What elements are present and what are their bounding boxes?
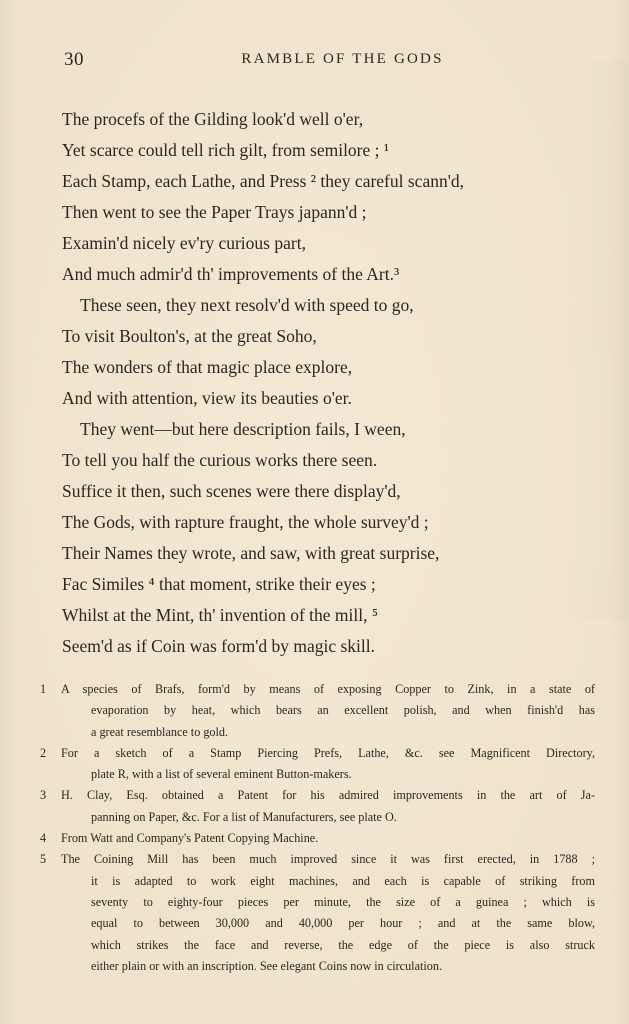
- footnote-line: The Coining Mill has been much improved since it was first erected, in 1788 ;: [61, 852, 595, 867]
- verse-line: The wonders of that magic place explore,: [62, 357, 353, 377]
- footnote-text: [61, 828, 595, 849]
- verse-line: Yet scarce could tell rich gilt, from semilore ; ¹: [62, 140, 390, 160]
- verse-line: Fac Similes ⁴ that moment, strike their eyes ;: [62, 574, 376, 594]
- footnote-line: seventy to eighty-four pieces per minute, the size of a guinea ; which is: [91, 894, 595, 909]
- footnote-number: 5: [40, 852, 47, 867]
- verse-line: They went—but here description fails, I ween,: [80, 419, 406, 439]
- footnote-text: [61, 785, 595, 828]
- verse-line: The Gods, with rapture fraught, the whole survey'd ;: [62, 512, 429, 532]
- footnote-number: 2: [40, 745, 47, 760]
- running-title: RAMBLE OF THE GODS: [241, 51, 444, 67]
- footnote-number: 4: [40, 831, 47, 846]
- footnote-text: [61, 849, 595, 977]
- footnote-number: 1: [40, 682, 47, 696]
- verse-line: To tell you half the curious works there seen.: [62, 450, 378, 470]
- verse-line: Then went to see the Paper Trays japann'd ;: [62, 202, 367, 222]
- footnote-line: panning on Paper, &c. For a list of Manufacturers, see plate O.: [91, 809, 397, 824]
- footnote-text: [61, 743, 595, 786]
- verse-line: The procefs of the Gilding look'd well o'er,: [62, 109, 364, 129]
- verse-line: Examin'd nicely ev'ry curious part,: [62, 233, 306, 253]
- verse-line: Their Names they wrote, and saw, with great surprise,: [62, 543, 440, 563]
- footnote-line: either plain or with an inscription. See elegant Coins now in circulation.: [91, 958, 442, 973]
- footnote-line: From Watt and Company's Patent Copying Machine.: [61, 831, 319, 846]
- footnote-continuation: [61, 764, 595, 785]
- footnote: [40, 743, 595, 786]
- footnote: [40, 828, 595, 849]
- verse-line: Suffice it then, such scenes were there display'd,: [62, 481, 401, 501]
- footnote-line: plate R, with a list of several eminent Button-makers.: [91, 767, 352, 782]
- verse-line: To visit Boulton's, at the great Soho,: [62, 326, 317, 346]
- footnote: [40, 679, 595, 743]
- verse-line: Each Stamp, each Lathe, and Press ² they careful scann'd,: [62, 171, 464, 191]
- footnote-line: a great resemblance to gold.: [91, 724, 229, 739]
- verse-line: Seem'd as if Coin was form'd by magic skill.: [62, 636, 376, 656]
- verse-line: And much admir'd th' improvements of the Art.³: [62, 264, 400, 284]
- footnote-continuation: [61, 871, 595, 977]
- footnote-line: equal to between 30,000 and 40,000 per hour ; and at the same blow,: [91, 916, 595, 931]
- footnote-number: 3: [40, 788, 47, 803]
- verse-line: These seen, they next resolv'd with speed to go,: [80, 295, 414, 315]
- poem-block: [62, 104, 602, 662]
- footnotes: [40, 679, 595, 977]
- footnote-line: For a sketch of a Stamp Piercing Prefs, Lathe, &c. see Magnificent Directory,: [61, 745, 595, 760]
- footnote-text: [61, 679, 595, 743]
- footnote-continuation: [61, 700, 595, 743]
- footnote: [40, 785, 595, 828]
- footnote-line: evaporation by heat, which bears an excellent polish, and when finish'd has: [91, 703, 595, 718]
- page-number: 30: [64, 49, 84, 70]
- footnote-line: H. Clay, Esq. obtained a Patent for his admired improvements in the art of Ja-: [61, 788, 595, 803]
- footnote-continuation: [61, 807, 595, 828]
- verse-line: And with attention, view its beauties o'er.: [62, 388, 352, 408]
- footnote-line: A species of Brafs, form'd by means of exposing Copper to Zink, in a state of: [61, 682, 595, 696]
- footnote-line: which strikes the face and reverse, the edge of the piece is also struck: [91, 937, 595, 952]
- footnote-line: it is adapted to work eight machines, and each is capable of striking from: [91, 873, 595, 888]
- verse-line: Whilst at the Mint, th' invention of the mill, ⁵: [62, 605, 378, 625]
- footnote: [40, 849, 595, 977]
